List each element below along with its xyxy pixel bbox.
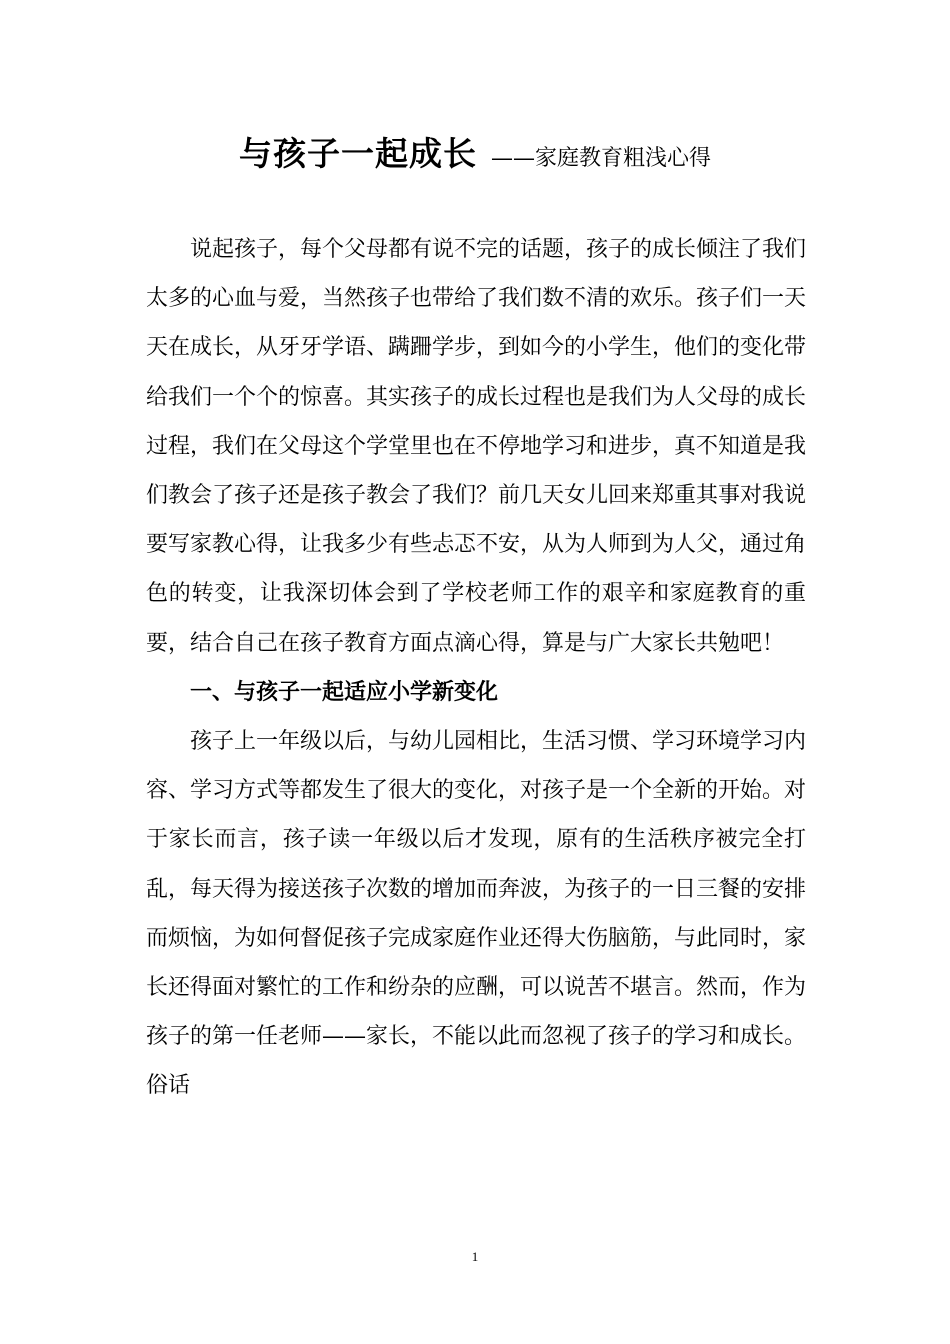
section-heading: 一、与孩子一起适应小学新变化: [190, 679, 499, 705]
document-subtitle: ——家庭教育粗浅心得: [490, 146, 711, 171]
document-body: [146, 225, 806, 1111]
section-paragraph: 孩子上一年级以后，与幼儿园相比，生活习惯、学习环境学习内容、学习方式等都发生了很大的变化，对孩子是一个全新的开始。对于家长而言，孩子读一年级以后才发现，原有的生活秩序被完全打乱，每天得为接送孩子次数的增加而奔波，为孩子的一日三餐的安排而烦恼，为如何督促孩子完成家庭作业还得大伤脑筋，与此同时，家长还得面对繁忙的工作和纷杂的应酬，可以说苦不堪言。然而，作为孩子的第一任老师——家长，不能以此而忽视了孩子的学习和成长。俗话: [146, 729, 807, 1099]
document-title: 与孩子一起成长: [238, 134, 477, 173]
page-number: 1: [471, 1249, 479, 1264]
intro-paragraph: 说起孩子，每个父母都有说不完的话题，孩子的成长倾注了我们太多的心血与爱，当然孩子也带给了我们数不清的欢乐。孩子们一天天在成长，从牙牙学语、蹒跚学步，到如今的小学生，他们的变化带给我们一个个的惊喜。其实孩子的成长过程也是我们为人父母的成长过程，我们在父母这个学堂里也在不停地学习和进步，真不知道是我们教会了孩子还是孩子教会了我们？前几天女儿回来郑重其事对我说要写家教心得，让我多少有些忐忑不安，从为人师到为人父，通过角色的转变，让我深切体会到了学校老师工作的艰辛和家庭教育的重要，结合自己在孩子教育方面点滴心得，算是与广大家长共勉吧！: [146, 237, 807, 656]
title-block: [0, 128, 950, 175]
